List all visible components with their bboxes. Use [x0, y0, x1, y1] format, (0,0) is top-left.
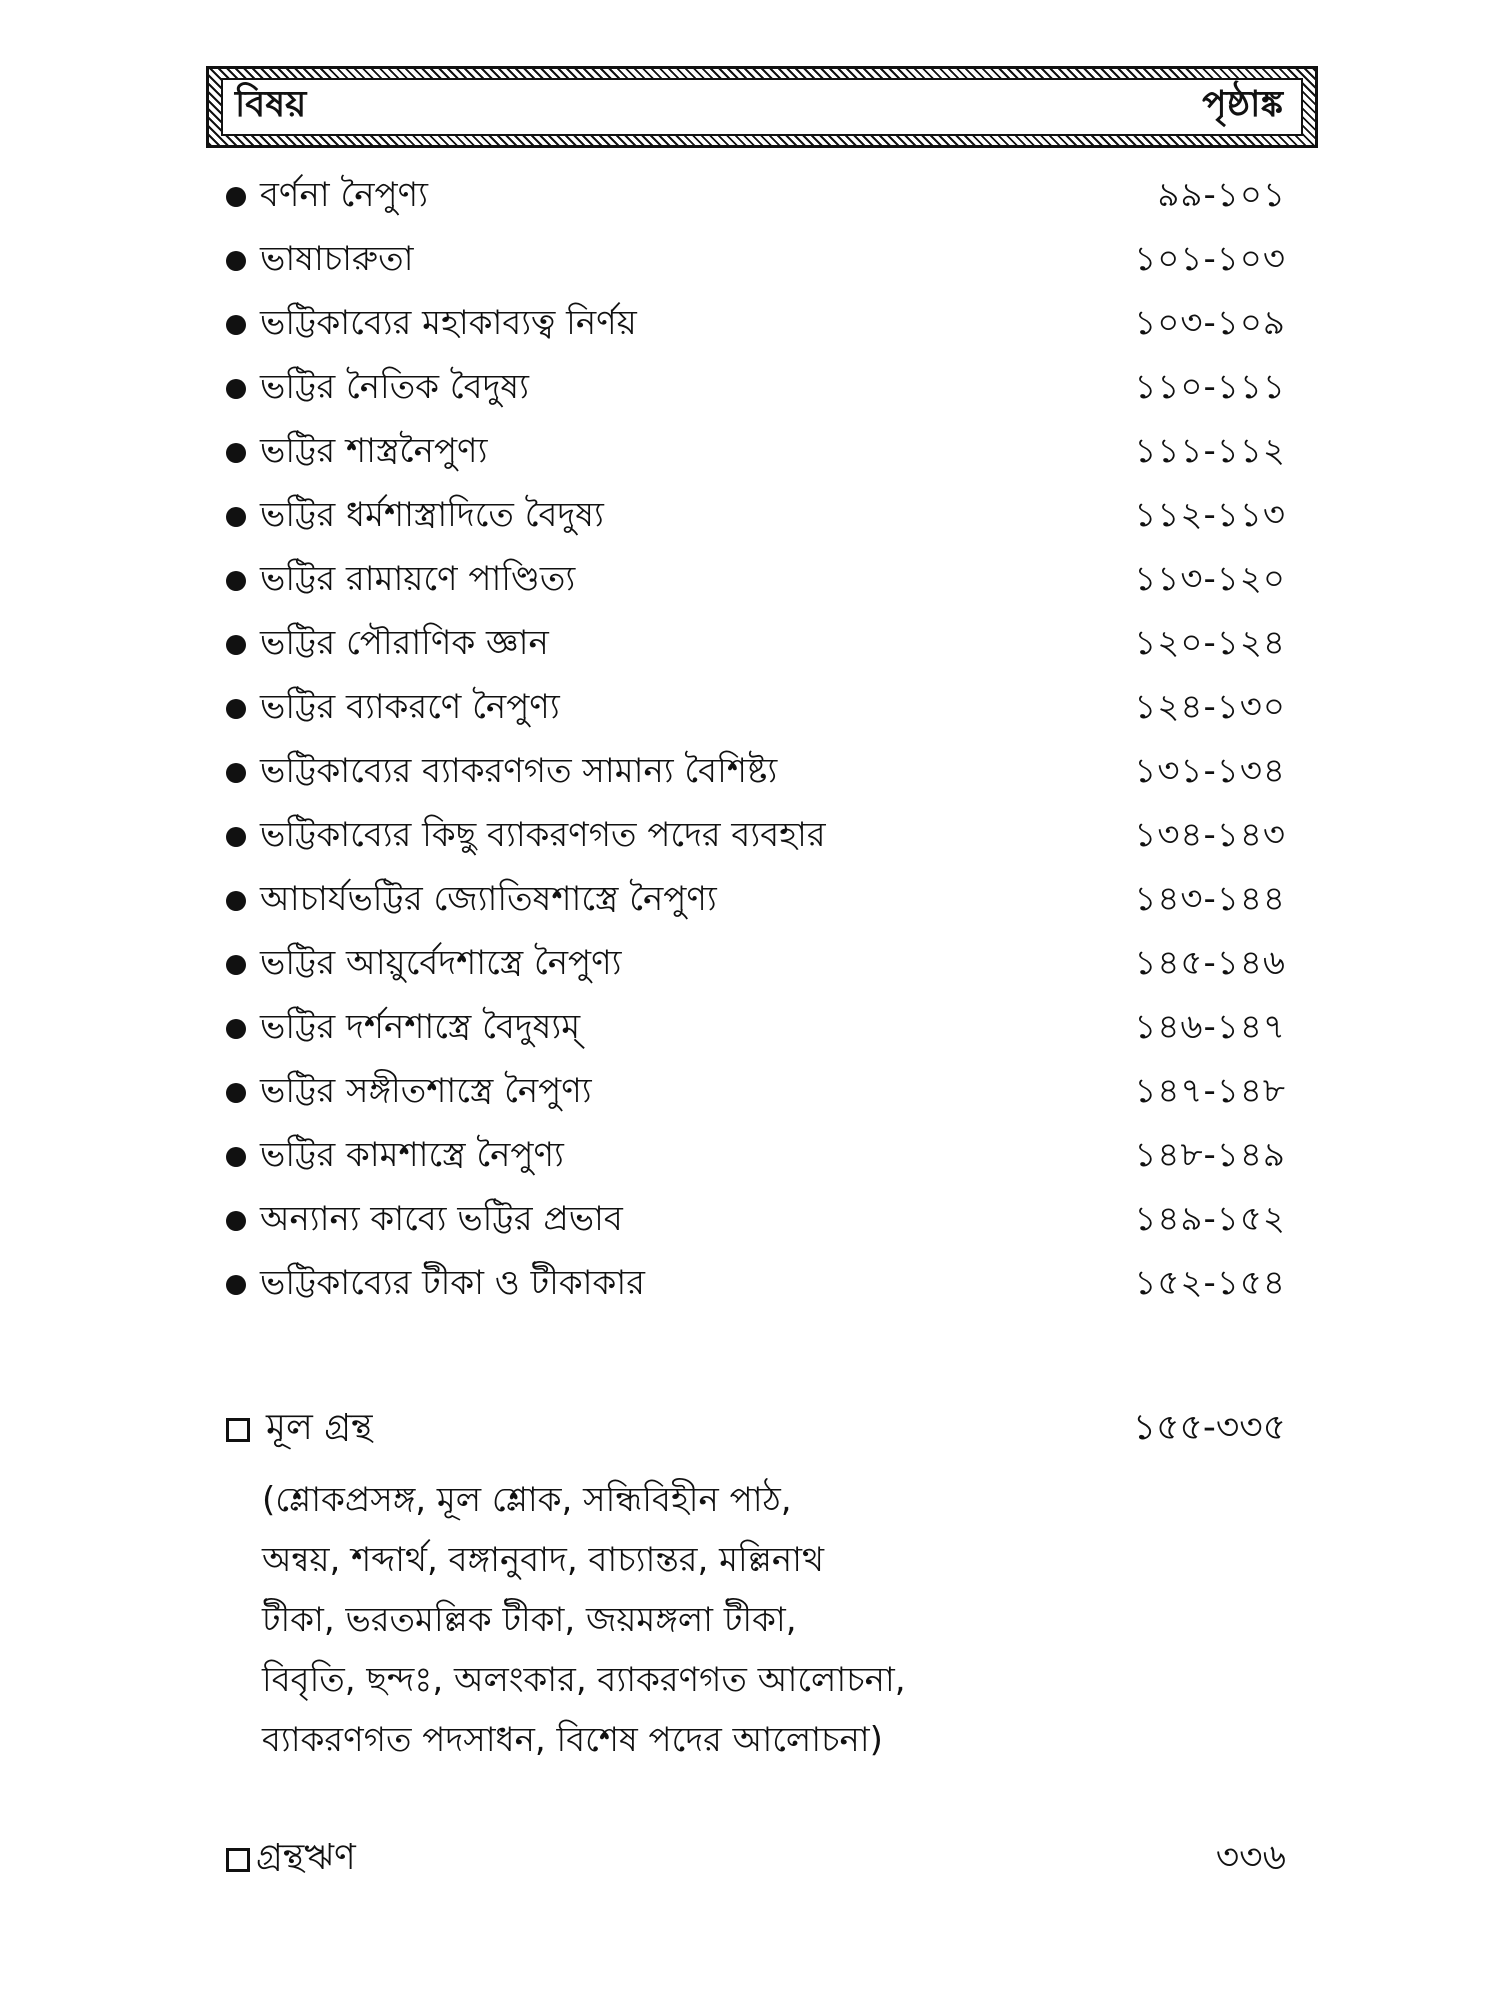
toc-entry-title: ভাষাচারুতা [260, 238, 414, 279]
toc-entry [226, 549, 1286, 613]
toc-entry [226, 741, 1286, 805]
toc-entry-title: ভট্টির নৈতিক বৈদুষ্য [260, 366, 530, 407]
toc-entry-title: ভট্টির আয়ুর্বেদশাস্ত্রে নৈপুণ্য [260, 942, 622, 983]
toc-entry-title: বর্ণনা নৈপুণ্য [260, 174, 428, 215]
toc-header-box [206, 66, 1318, 148]
bullet-icon [226, 1211, 246, 1231]
bibliography-pages: ৩৩৬ [1215, 1837, 1286, 1878]
bibliography-title: গ্রন্থঋণ [256, 1837, 356, 1878]
toc-entry-title: ভট্টির পৌরাণিক জ্ঞান [260, 622, 549, 663]
bullet-icon [226, 827, 246, 847]
main-text-section [226, 1400, 1286, 1460]
toc-entry-pages: ১৩৪-১৪৩ [1134, 814, 1286, 855]
toc-entry-title: ভট্টির শাস্ত্রনৈপুণ্য [260, 430, 488, 471]
toc-entry [226, 933, 1286, 997]
bullet-icon [226, 1083, 246, 1103]
toc-entry-pages: ১২০-১২৪ [1134, 622, 1286, 663]
toc-entry-pages: ১০১-১০৩ [1134, 238, 1286, 279]
bullet-icon [226, 763, 246, 783]
toc-entry-pages: ১৫২-১৫৪ [1134, 1262, 1286, 1303]
main-text-description [262, 1470, 962, 1770]
toc-entry-pages: ১৪৩-১৪৪ [1134, 878, 1286, 919]
bullet-icon [226, 1019, 246, 1039]
toc-entry-title: ভট্টিকাব্যের ব্যাকরণগত সামান্য বৈশিষ্ট্য [260, 750, 778, 791]
toc-entry [226, 869, 1286, 933]
toc-entry [226, 805, 1286, 869]
bullet-icon [226, 379, 246, 399]
toc-entry-title: ভট্টির ধর্মশাস্ত্রাদিতে বৈদুষ্য [260, 494, 604, 535]
description-line: (শ্লোকপ্রসঙ্গ, মূল শ্লোক, সন্ধিবিহীন পাঠ, [262, 1480, 792, 1520]
page-column-label: পৃষ্ঠাঙ্ক [1202, 84, 1283, 125]
toc-header-inner [221, 78, 1303, 136]
toc-entry [226, 485, 1286, 549]
toc-entry-title: ভট্টিকাব্যের কিছু ব্যাকরণগত পদের ব্যবহার [260, 814, 826, 855]
description-line: টীকা, ভরতমল্লিক টীকা, জয়মঙ্গলা টীকা, [262, 1600, 797, 1640]
toc-entry [226, 1189, 1286, 1253]
toc-entry-pages: ১০৩-১০৯ [1134, 302, 1286, 343]
toc-entry [226, 997, 1286, 1061]
bullet-icon [226, 1275, 246, 1295]
checkbox-icon [226, 1848, 250, 1872]
toc-entry-list [226, 165, 1286, 1317]
bullet-icon [226, 635, 246, 655]
toc-entry-pages: ১৪৭-১৪৮ [1134, 1070, 1286, 1111]
toc-entry-title: ভট্টির ব্যাকরণে নৈপুণ্য [260, 686, 560, 727]
toc-entry-title: ভট্টির সঙ্গীতশাস্ত্রে নৈপুণ্য [260, 1070, 592, 1111]
description-line: বিবৃতি, ছন্দঃ, অলংকার, ব্যাকরণগত আলোচনা, [262, 1660, 906, 1700]
bullet-icon [226, 443, 246, 463]
toc-entry-pages: ১৪৮-১৪৯ [1134, 1134, 1286, 1175]
toc-entry-pages: ৯৯-১০১ [1157, 174, 1286, 215]
toc-entry-pages: ১৪৬-১৪৭ [1134, 1006, 1286, 1047]
toc-entry-title: ভট্টির রামায়ণে পাণ্ডিত্য [260, 558, 576, 599]
bullet-icon [226, 507, 246, 527]
toc-entry-pages: ১৩১-১৩৪ [1134, 750, 1286, 791]
toc-entry-title: অন্যান্য কাব্যে ভট্টির প্রভাব [260, 1198, 623, 1239]
toc-entry [226, 293, 1286, 357]
main-text-title: মূল গ্রন্থ [266, 1407, 373, 1448]
description-line: ব্যাকরণগত পদসাধন, বিশেষ পদের আলোচনা) [262, 1720, 883, 1760]
description-line: অন্বয়, শব্দার্থ, বঙ্গানুবাদ, বাচ্যান্তর, মল্লিনাথ [262, 1540, 825, 1580]
bullet-icon [226, 1147, 246, 1167]
toc-entry [226, 1061, 1286, 1125]
bullet-icon [226, 955, 246, 975]
toc-entry-pages: ১৪৯-১৫২ [1134, 1198, 1286, 1239]
bullet-icon [226, 315, 246, 335]
toc-entry [226, 165, 1286, 229]
toc-entry [226, 421, 1286, 485]
toc-entry-title: ভট্টির দর্শনশাস্ত্রে বৈদুষ্যম্ [260, 1006, 581, 1047]
checkbox-icon [226, 1418, 250, 1442]
toc-entry [226, 357, 1286, 421]
toc-entry-pages: ১২৪-১৩০ [1134, 686, 1286, 727]
bullet-icon [226, 251, 246, 271]
toc-entry-title: ভট্টিকাব্যের টীকা ও টীকাকার [260, 1262, 645, 1303]
toc-entry [226, 1253, 1286, 1317]
toc-entry-title: আচার্যভট্টির জ্যোতিষশাস্ত্রে নৈপুণ্য [260, 878, 717, 919]
bullet-icon [226, 187, 246, 207]
toc-entry-pages: ১১১-১১২ [1134, 430, 1286, 471]
bullet-icon [226, 699, 246, 719]
toc-entry-pages: ১১০-১১১ [1134, 366, 1286, 407]
subject-column-label: বিষয় [235, 84, 307, 125]
toc-entry [226, 229, 1286, 293]
toc-entry-title: ভট্টিকাব্যের মহাকাব্যত্ব নির্ণয় [260, 302, 637, 343]
main-text-pages: ১৫৫-৩৩৫ [1132, 1407, 1286, 1448]
toc-entry-pages: ১১২-১১৩ [1134, 494, 1286, 535]
toc-entry-pages: ১৪৫-১৪৬ [1134, 942, 1286, 983]
toc-entry [226, 613, 1286, 677]
bullet-icon [226, 571, 246, 591]
bullet-icon [226, 891, 246, 911]
toc-entry [226, 1125, 1286, 1189]
toc-entry-title: ভট্টির কামশাস্ত্রে নৈপুণ্য [260, 1134, 564, 1175]
toc-entry-pages: ১১৩-১২০ [1134, 558, 1286, 599]
bibliography-section [226, 1830, 1286, 1890]
toc-entry [226, 677, 1286, 741]
